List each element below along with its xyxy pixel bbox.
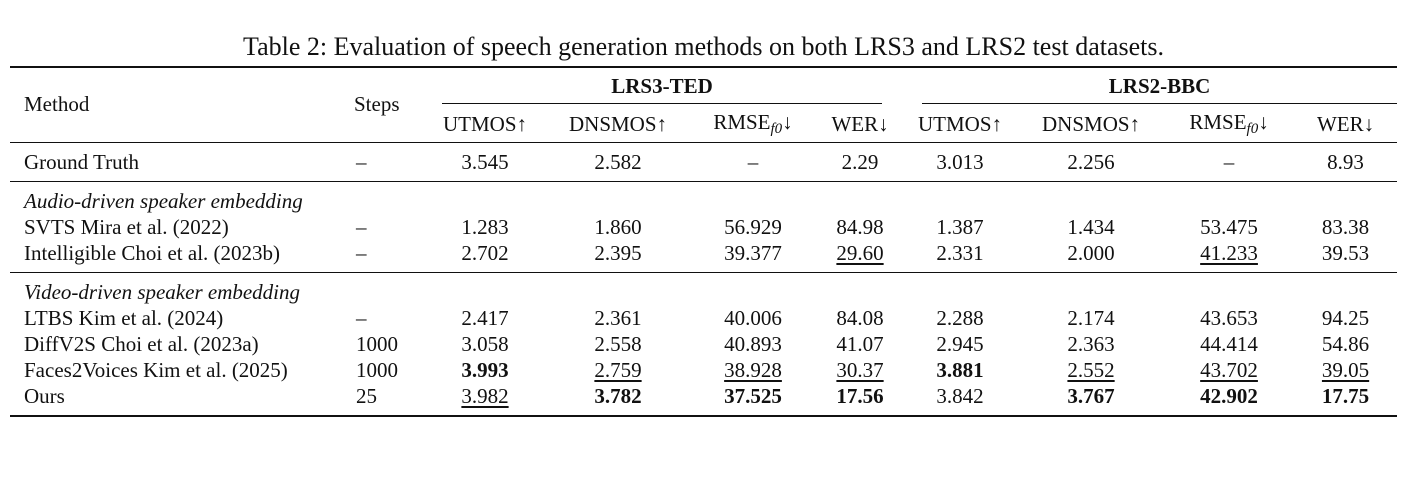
group-header-lrs2: LRS2-BBC — [922, 74, 1397, 104]
value-cell-best: 17.56 — [836, 384, 884, 408]
steps-cell: – — [356, 215, 367, 239]
header-row-1 — [10, 67, 1397, 106]
value-cell: 8.93 — [1327, 150, 1364, 174]
table-row-ours — [10, 383, 1397, 409]
value-cell: 2.363 — [1067, 332, 1115, 356]
value-cell: 2.331 — [936, 241, 984, 265]
value-cell-second-best: 39.05 — [1321, 358, 1370, 382]
col-header-utmos-lrs3: UTMOS↑ — [442, 111, 527, 136]
col-header-dnsmos-lrs3: DNSMOS↑ — [568, 111, 668, 136]
value-cell: 41.07 — [836, 332, 884, 356]
steps-cell: 1000 — [356, 358, 398, 382]
value-cell: 2.417 — [461, 306, 509, 330]
value-cell: 84.08 — [836, 306, 884, 330]
value-cell: – — [1223, 150, 1235, 174]
value-cell-second-best: 43.702 — [1200, 358, 1258, 382]
steps-cell: – — [356, 150, 367, 174]
value-cell: 53.475 — [1200, 215, 1258, 239]
value-cell-second-best: 30.37 — [836, 358, 884, 382]
table-row — [10, 357, 1397, 383]
method-cell: Faces2Voices Kim et al. (2025) — [24, 358, 288, 382]
value-cell: 2.395 — [594, 241, 642, 265]
col-header-steps: Steps — [354, 91, 400, 116]
value-cell: 39.53 — [1321, 241, 1370, 265]
table-row-ground-truth — [10, 149, 1397, 175]
col-header-dnsmos-lrs2: DNSMOS↑ — [1042, 111, 1141, 136]
col-header-method: Method — [24, 91, 90, 116]
value-cell: 2.29 — [841, 150, 879, 174]
value-cell: 1.387 — [936, 215, 984, 239]
value-cell: 2.702 — [461, 241, 509, 265]
value-cell: 2.000 — [1067, 241, 1115, 265]
value-cell: 43.653 — [1200, 306, 1258, 330]
table-row — [10, 305, 1397, 331]
method-cell: DiffV2S Choi et al. (2023a) — [24, 332, 259, 356]
value-cell: 2.558 — [594, 332, 642, 356]
value-cell: 2.256 — [1067, 150, 1115, 174]
steps-cell: – — [356, 306, 367, 330]
table-row — [10, 240, 1397, 266]
value-cell: 84.98 — [836, 215, 884, 239]
value-cell-best: 37.525 — [724, 384, 782, 408]
col-header-rmse-lrs3: $RMSE_{f0}↓$ — [713, 110, 793, 137]
value-cell: 56.929 — [724, 215, 782, 239]
value-cell: 94.25 — [1321, 306, 1370, 330]
section-header-audio — [10, 188, 1397, 214]
value-cell: 2.945 — [936, 332, 984, 356]
method-cell: Ground Truth — [24, 150, 139, 174]
value-cell-best: 3.767 — [1067, 384, 1115, 408]
value-cell: 44.414 — [1200, 332, 1258, 356]
results-table — [10, 66, 1397, 417]
value-cell: 3.058 — [461, 332, 509, 356]
value-cell-second-best: 2.552 — [1067, 358, 1115, 382]
steps-cell: 25 — [356, 384, 377, 408]
value-cell: – — [747, 150, 759, 174]
value-cell: 3.013 — [936, 150, 984, 174]
group-header-lrs3: LRS3-TED — [442, 74, 882, 104]
value-cell-second-best: 41.233 — [1200, 241, 1258, 265]
value-cell: 40.006 — [724, 306, 782, 330]
value-cell-best: 3.881 — [936, 358, 984, 382]
value-cell: 2.288 — [936, 306, 984, 330]
section-label: Audio-driven speaker embedding — [24, 189, 303, 213]
col-header-wer-lrs3: WER↓ — [831, 111, 889, 136]
value-cell-second-best: 3.982 — [461, 384, 509, 408]
value-cell-best: 3.993 — [461, 358, 509, 382]
section-header-video — [10, 279, 1397, 305]
value-cell-second-best: 29.60 — [836, 241, 884, 265]
value-cell: 3.545 — [461, 150, 509, 174]
value-cell: 2.174 — [1067, 306, 1115, 330]
value-cell: 83.38 — [1321, 215, 1370, 239]
paper-table-figure — [10, 32, 1397, 417]
col-header-utmos-lrs2: UTMOS↑ — [918, 111, 1003, 136]
method-cell: SVTS Mira et al. (2022) — [24, 215, 229, 239]
value-cell-second-best: 38.928 — [724, 358, 782, 382]
value-cell: 1.434 — [1067, 215, 1115, 239]
table-row — [10, 331, 1397, 357]
value-cell-second-best: 2.759 — [594, 358, 642, 382]
steps-cell: 1000 — [356, 332, 398, 356]
value-cell: 3.842 — [936, 384, 984, 408]
value-cell: 39.377 — [724, 241, 782, 265]
section-label: Video-driven speaker embedding — [24, 280, 301, 304]
value-cell-best: 42.902 — [1200, 384, 1258, 408]
value-cell-best: 17.75 — [1321, 384, 1370, 408]
value-cell: 40.893 — [724, 332, 782, 356]
col-header-wer-lrs2: WER↓ — [1316, 111, 1375, 136]
value-cell: 1.283 — [461, 215, 509, 239]
method-cell: LTBS Kim et al. (2024) — [24, 306, 224, 330]
table-caption: Table 2: Evaluation of speech generation methods on both LRS3 and LRS2 test datasets. — [243, 32, 1164, 61]
value-cell: 1.860 — [594, 215, 642, 239]
value-cell: 54.86 — [1321, 332, 1370, 356]
table-row — [10, 214, 1397, 240]
value-cell: 2.582 — [594, 150, 642, 174]
method-cell: Ours — [24, 384, 65, 408]
value-cell: 2.361 — [594, 306, 642, 330]
method-cell: Intelligible Choi et al. (2023b) — [24, 241, 281, 265]
col-header-rmse-lrs2: $RMSE_{f0}↓$ — [1189, 110, 1269, 137]
value-cell-best: 3.782 — [594, 384, 642, 408]
steps-cell: – — [356, 241, 367, 265]
